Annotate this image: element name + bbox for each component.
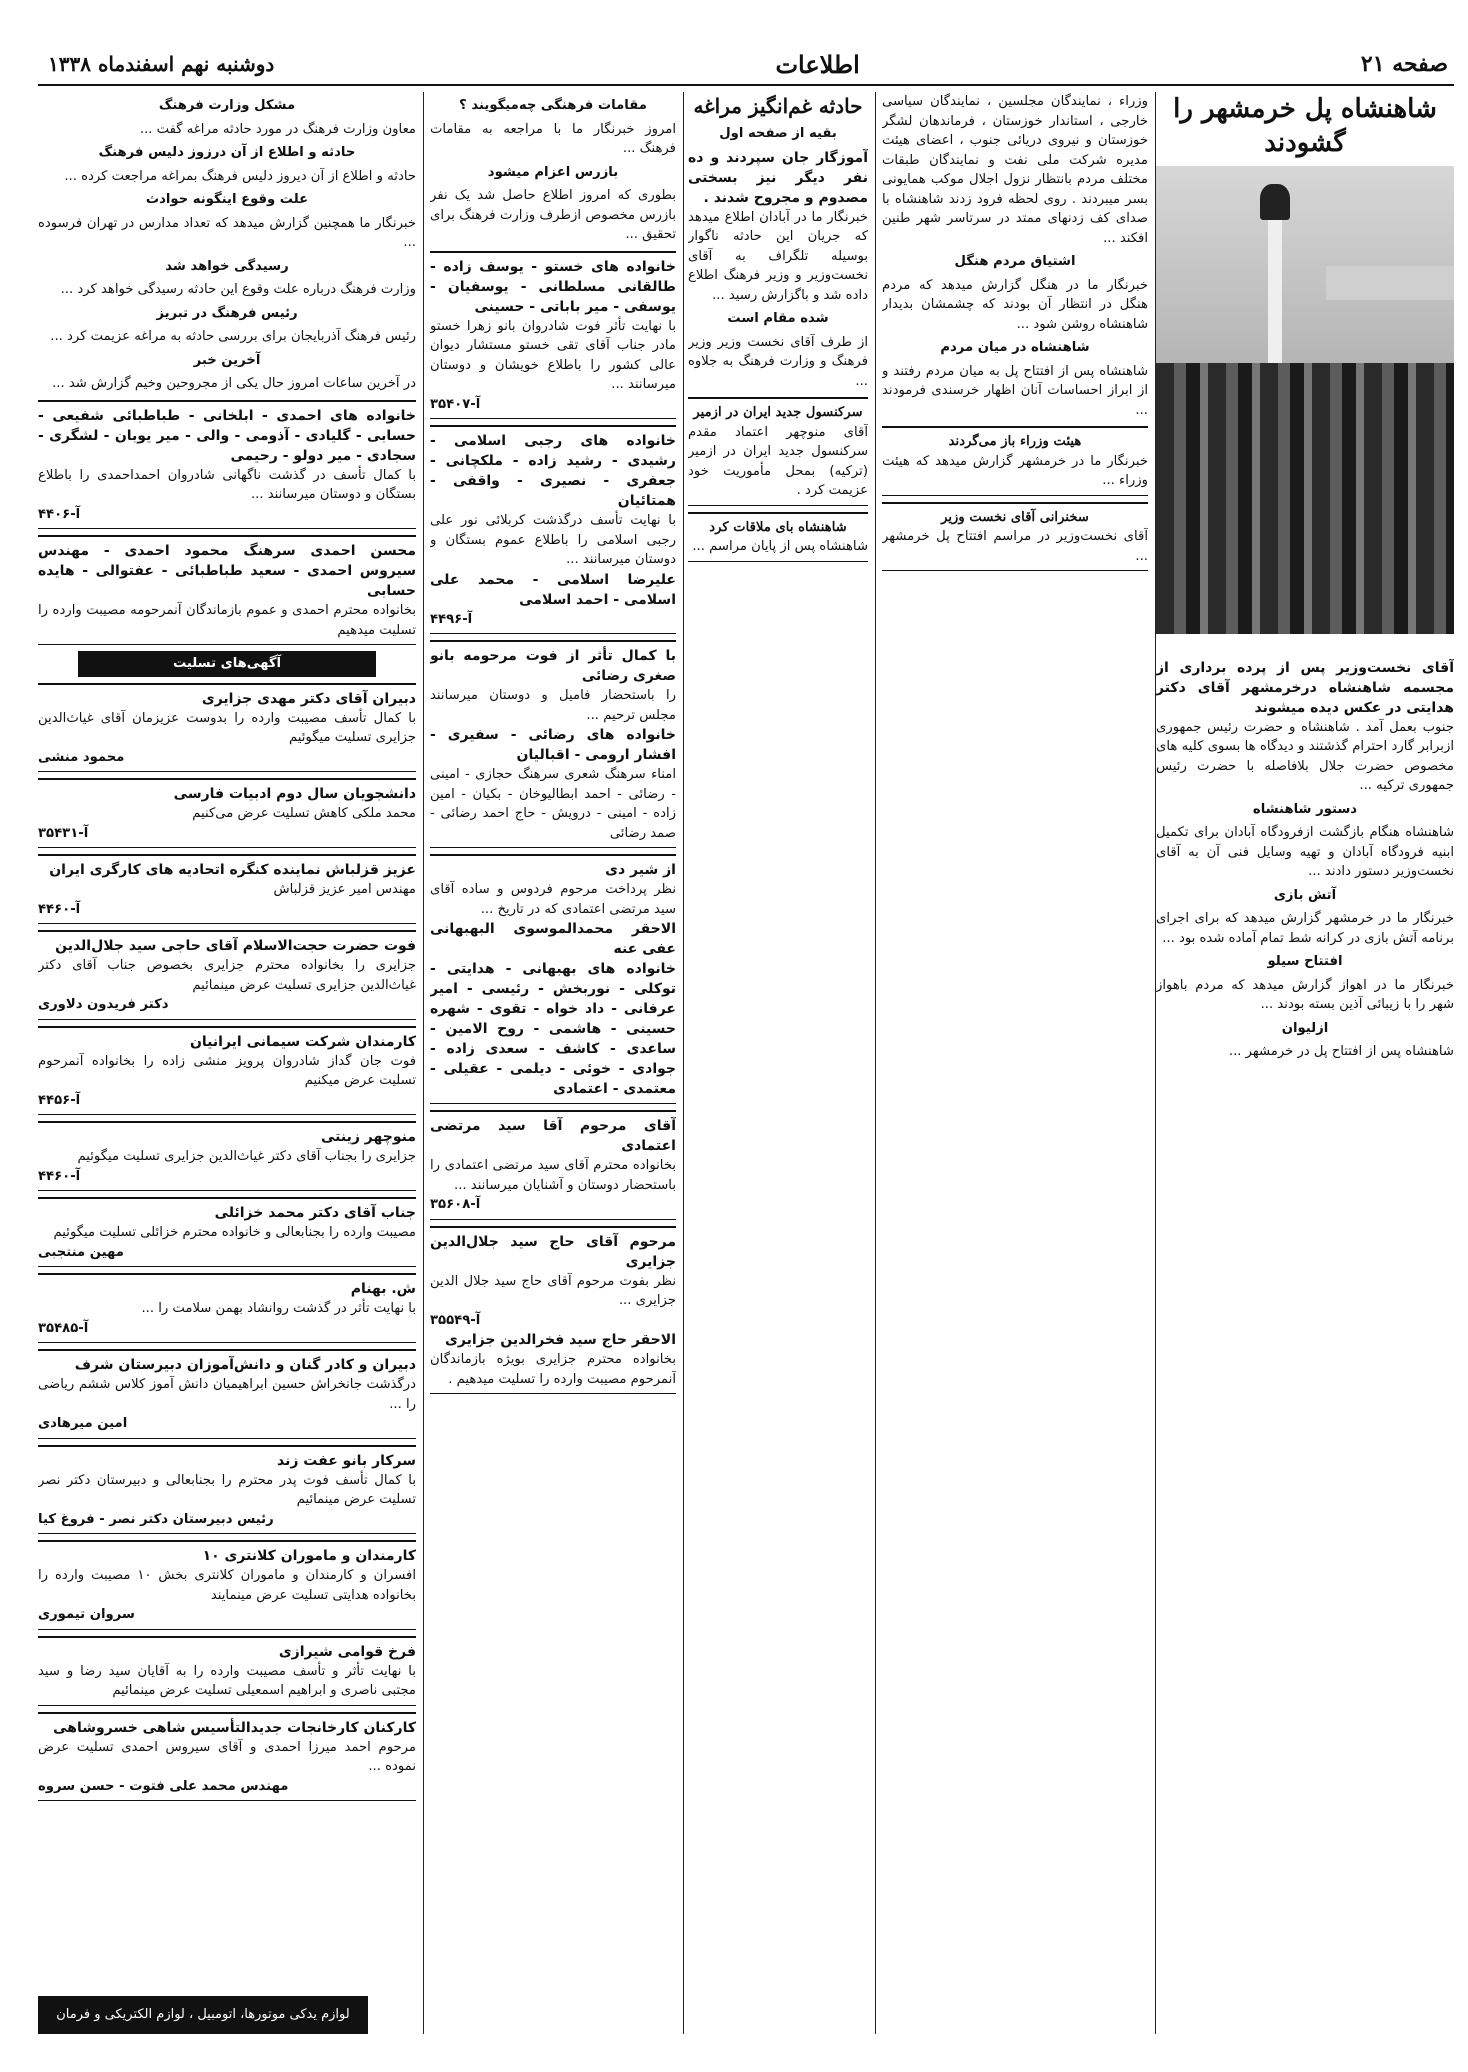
notice-text: جزایری را بجناب آقای دکتر غیاث‌الدین جزایری تسلیت میگوئیم [77,1149,416,1164]
notice-text: افسران و کارمندان و ماموران کلانتری بخش ۱۰ مصیبت وارده را بخانواده هدایتی تسلیت عرض مینمایند [38,1568,416,1603]
notice-text: بخانواده محترم احمدی و عموم بازماندگان آنمرحومه مصیبت وارده را تسلیت میدهیم [38,603,416,638]
photo-sky [1156,166,1454,363]
main-headline: شاهنشاه پل خرمشهر را گشودند [1173,94,1437,158]
notice-text: با نهایت تأسف درگذشت کربلائی نور علی رجبی اسلامی را باطلاع عموم بستگان و دوستان میرسانند ... [430,513,676,567]
notice-title: آقای مرحوم آقا سید مرتضی اعتمادی [430,1118,676,1154]
notice-title: الاحقر محمدالموسوی البهبهانی عفی عنه [430,921,676,957]
notice-title: محسن احمدی سرهنگ محمود احمدی - مهندس سیروس احمدی - سعید طباطبائی - عفتوالی - هایده حسابی [38,543,416,599]
notice-title: الاحقر حاج سید فخرالدین جزایری [445,1332,676,1348]
news-title: سرکنسول جدید ایران در ازمیر [693,405,863,420]
notice [38,683,416,773]
notice [430,640,676,848]
notice-title: خانواده های بهبهانی - هدایتی - توکلی - نوربخش - رئیسی - امیر عرفانی - داد خواه - تقوی - شهره حسینی - هاشمی - روح الامین - ساعدی - کاشف - سعدی زاده - جوادی - خوئی - دیلمی - عقیلی - معتمدی - اعتمادی [430,961,676,1097]
notice [38,400,416,530]
notice-ref: آ-۴۴۰۶ [38,506,81,522]
notice-text: مصیبت وارده را بجنابعالی و خانواده محترم خزائلی تسلیت میگوئیم [53,1225,416,1240]
notice-title: علیرضا اسلامی - محمد علی اسلامی - احمد اسلامی [430,571,676,608]
middle-col [430,92,676,2034]
notice [430,854,676,1104]
accident-deck: آموزگار جان سپردند و ده نفر دیگر نیز بسختی مصدوم و مجروح شدند . [688,149,868,206]
notice-ref: آ-۴۴۵۶ [38,1092,81,1108]
notice-title: عزیز قزلباش نماینده کنگره اتحادیه های کارگری ایران [49,862,416,878]
section-title: شاهنشاه در میان مردم [940,340,1090,355]
column-rule [875,92,876,2034]
notice-ref: دکتر فریدون دلاوری [38,997,169,1012]
notice-title: از شیر دی [605,862,676,878]
section-title: دستور شاهنشاه [1252,801,1358,817]
notice-ref: محمود منشی [38,749,125,765]
notice-title: فرخ قوامی شیرازی [278,1643,416,1660]
notice-ref: مهین منتجبی [38,1244,124,1260]
notice-text: با نهایت تأثر فوت شادروان بانو زهرا خستو مادر جناب آقای تقی خستو مستشار دیوان عالی کشور را باطلاع خویشان و دوستان میرسانند ... [430,318,676,392]
notice-title: خانواده های رضائی - سفیری - افشار ارومی - اقبالیان [430,727,676,763]
notice-ref: آ-۴۴۶۰ [38,901,81,917]
section-text: رئیس فرهنگ آذربایجان برای بررسی حادثه به مراغه عزیمت کرد ... [50,329,416,344]
notice-text: مهندس امیر عزیز قزلباش [273,882,416,897]
section-text: بطوری که امروز اطلاع حاصل شد یک نفر بازرس مخصوص ازطرف وزارت فرهنگ برای تحقیق ... [430,188,676,242]
notice-text: بخانواده محترم جزایری بویژه بازماندگان آنمرحوم مصیبت وارده را تسلیت میدهیم . [430,1352,676,1387]
news-photo-bridge-statue [1156,166,1454,634]
section-title: ازلیوان [1281,1020,1329,1036]
news-item [882,426,1148,496]
notice-title: فوت حضرت حجت‌الاسلام آقای حاجی سید جلال‌الدین [55,938,416,954]
notice [38,1121,416,1191]
notice-text: نظر بفوت مرحوم آقای حاج سید جلال الدین جزایری ... [430,1273,676,1308]
column-rule [423,92,424,2034]
main-col2-lead: جنوب بعمل آمد . شاهنشاه و حضرت رئیس جمهوری ازبرابر گارد احترام گذشتند و دیدگاه ها بسوی کلیه های مخصوص حضرت جلال بلافاصله با حضرت رئیس جمهوری ترکیه ... [1156,719,1454,793]
section-text: خبرنگار ما در خرمشهر گزارش میدهد که برای اجرای برنامه آتش بازی در کرانه شط تمام آماده شده بود ... [1156,911,1454,946]
photo-crowd [1156,363,1454,634]
notice-text: با نهایت تأثر و تأسف مصیبت وارده را به آقایان سید رضا و سید مجتبی ناصری و ابراهیم اسمعیلی تسلیت عرض مینمائیم [38,1663,416,1698]
section-text: معاون وزارت فرهنگ در مورد حادثه مراغه گفت ... [139,121,416,137]
newspaper-page [38,44,1454,2060]
section-title: رئیس فرهنگ در تبریز [156,305,298,321]
section-title: اشتیاق مردم هنگل [954,254,1076,269]
notice-text: فوت جان گداز شادروان پرویز منشی زاده را بخانواده آنمرحوم تسلیت عرض میکنیم [38,1053,416,1088]
notice-title: دبیران آقای دکتر مهدی جزایری [201,690,416,707]
notice-ref: آ-۳۵۴۸۵ [38,1320,89,1336]
notice-title: خانواده های خستو - یوسف زاده - طالقانی مسلطانی - یوسفیان - یوسفی - میر باباتی - حسینی [430,258,676,315]
section-title: بازرس اعزام میشود [487,164,619,180]
notice-ref: آ-۴۴۹۶ [430,611,473,627]
news-title: سخنرانی آقای نخست وزیر [941,509,1089,525]
photo-caption: آقای نخست‌وزیر پس از پرده برداری از مجسمه شاهنشاه درخرمشهر آقای دکتر هدایتی در عکس دیده میشوند [1156,659,1454,716]
notice [430,1226,676,1395]
notice-ref: آ-۳۵۴۰۷ [430,396,481,412]
issue-date: دوشنبه نهم اسفندماه ۱۳۳۸ [48,52,275,76]
notice-ref: رئیس دبیرستان دکتر نصر - فروغ کیا [38,1511,274,1527]
notice [38,1273,416,1343]
left-col [38,92,416,2034]
section-text: خبرنگار ما همچنین گزارش میدهد که تعداد مدارس در تهران فرسوده ... [38,215,416,250]
condolences-heading: آگهی‌های تسلیت [78,651,376,677]
notice-ref: امین میرهادی [38,1416,128,1431]
main-story-col-b [882,92,1148,2034]
section-title: علت وقوع اینگونه حوادث [145,192,309,207]
notice-title: کارمندان و ماموران کلانتری ۱۰ [202,1548,416,1564]
notice [38,854,416,924]
photo-sign [1326,266,1454,300]
news-title: هیئت وزراء باز می‌گردند [948,434,1082,449]
notice [38,778,416,848]
notice [38,535,416,645]
page-header [38,44,1454,86]
section-text: از طرف آقای نخست وزیر وزیر فرهنگ و وزارت فرهنگ به جلاوه ... [688,334,868,389]
accident-continued: بقیه از صفحه اول [719,126,837,141]
section-title: آتش بازی [1273,887,1337,903]
notice-title: خانواده های رجبی اسلامی - رشیدی - رشید زاده - ملکچانی - جعفری - نصیری - واقفی - همتائیان [430,433,676,509]
footer-advertisement: لوازم یدکی موتورها، اتومبیل ، لوازم الکتریکی و فرمان اتومبیل [38,1996,368,2034]
section-text: در آخرین ساعات امروز حال یکی از مجروحین وخیم گزارش شد ... [52,376,416,391]
notice-title: مرحوم آقای حاج سید جلال‌الدین جزایری [430,1233,676,1270]
columns [38,92,1454,2060]
section-title: مشکل وزارت فرهنگ [158,98,296,113]
notice-text: امناء سرهنگ شعری سرهنگ حجازی - امینی - رضائی - احمد ابطالیوخان - بکیان - امین زاده - امینی - درویش - حاج احمد رضائی - صمد رضائی [430,767,676,841]
notice-text: نظر پرداخت مرحوم فردوس و ساده آقای سید مرتضی اعتمادی که در تاریخ ... [430,882,676,917]
notice-text: با نهایت تأثر در گذشت روانشاد بهمن سلامت را ... [141,1301,416,1316]
notice-text: درگذشت جانخراش حسین ابراهیمیان دانش آموز کلاس ششم ریاضی را ... [38,1377,416,1412]
main-col1-lead: وزراء ، نمایندگان مجلسین ، نمایندگان سیاسی خارجی ، استاندار خوزستان ، فرماندهان لشگر خوزستان و نیروی دریائی جنوب ، اعضای هیئت مدیره شرکت ملی نفت و نمایندگان طبقات مختلف مردم بانتظار نزول اجلال موکب همایونی بسر میبردند . روی لحظه فرود زدند شاهنشاه با صدای کف زدنهای ممتد در سرتاسر شهر طنین افکند ... [882,94,1148,246]
notice [430,425,676,634]
accident-headline: حادثه غم‌انگیز مراغه [693,94,863,118]
page-number: صفحه ۲۱ [1360,51,1448,77]
section-text: شاهنشاه پس از افتتاح پل در خرمشهر ... [1228,1044,1454,1059]
notice [38,1540,416,1630]
notice [430,1110,676,1220]
section-title: شده مقام است [727,311,829,326]
news-text: شاهنشاه پس از پایان مراسم ... [692,539,868,554]
section-title: رسیدگی خواهد شد [165,258,289,274]
notice [38,930,416,1020]
section-text: خبرنگار ما در اهواز گزارش میدهد که مردم باهواز شهر را با زیبائی آذین بسته بودند ... [1156,977,1454,1012]
news-text: خبرنگار ما در خرمشهر گزارش میدهد که هیئت وزراء ... [882,453,1148,488]
notice [38,1445,416,1535]
notice-title: خانواده های احمدی - ابلخانی - طباطبائی شفیعی - حسابی - گلیادی - آذومی - والی - میر یوبان - لشگری - سجادی - میر دولو - رحیمی [38,407,416,464]
notice-title: با کمال تأثر از فوت مرحومه بانو صغری رضائی [430,648,676,684]
news-item [688,397,868,506]
notice-title: ش. بهنام [350,1281,416,1297]
notice-title: سرکار بانو عفت زند [277,1452,416,1469]
notice-text: محمد ملکی کاهش تسلیت عرض می‌کنیم [192,806,416,821]
notice-text: را باستحضار فامیل و دوستان میرسانند مجلس ترحیم ... [430,688,676,723]
section-title: حادثه و اطلاع از آن درزوز دلیس فرهنگ [98,145,356,160]
column-rule [683,92,684,2034]
section-text: امروز خبرنگار ما با مراجعه به مقامات فرهنگ ... [430,121,676,156]
section-text: وزارت فرهنگ درباره علت وقوع این حادثه رسیدگی خواهد کرد ... [60,282,416,297]
notice [38,1026,416,1116]
notice-text: جزایری را بخانواده محترم جزایری بخصوص جناب آقای دکتر غیاث‌الدین جزایری تسلیت عرض مینمائیم [38,958,416,993]
notice-text: با کمال تأسف فوت پدر محترم را بجنابعالی و دبیرستان دکتر نصر تسلیت عرض مینمائیم [38,1472,416,1507]
news-item [882,502,1148,572]
notice [38,1349,416,1439]
notice-title: جناب آقای دکتر محمد خزائلی [214,1205,416,1221]
notice-text: با کمال تأسف مصیبت وارده را بدوست عزیزمان آقای غیاث‌الدین جزایری تسلیت میگوئیم [38,710,416,745]
notice-text: مرحوم احمد میرزا احمدی و آقای سیروس احمدی تسلیت عرض نموده ... [38,1739,416,1774]
section-text: شاهنشاه هنگام بازگشت ازفرودگاه آبادان برای تکمیل ابنیه فرودگاه آبادان و تهیه وسایل فنی آن به آقای نخست‌وزیر دستور دادند ... [1156,825,1454,879]
notice-text: با کمال تأسف در گذشت ناگهانی شادروان احمداحمدی را باطلاع بستگان و دوستان میرسانند ... [38,467,416,502]
notice-ref: مهندس محمد علی فتوت - حسن سروه [38,1778,289,1794]
news-text: آقای منوچهر اعتماد مقدم سرکنسول جدید ایران در ازمیر (ترکیه) بمحل مأموریت خود عزیمت کرد . [688,424,868,498]
notice-title: کارکنان کارخانجات جدیدالتأسیس شاهی خسروشاهی [53,1719,416,1736]
notice-ref: آ-۳۵۶۰۸ [430,1197,481,1212]
accident-story-col [688,92,868,2034]
notice [38,1197,416,1267]
section-title: افتتاح سیلو [1267,954,1343,969]
newspaper-name: اطلاعات [775,49,860,79]
section-title: مقامات فرهنگی چه‌میگویند ؟ [459,98,647,113]
notice-ref: آ-۴۴۶۰ [38,1168,81,1184]
notice-title: دبیران و کادر گنان و دانش‌آموزان دبیرستان شرف [74,1357,416,1373]
notice-text: بخانواده محترم آقای سید مرتضی اعتمادی را باستحضار دوستان و آشنایان میرسانند ... [430,1158,676,1193]
news-item [688,512,868,562]
news-text: آقای نخست‌وزیر در مراسم افتتاح پل خرمشهر ... [882,529,1148,564]
notice [38,1636,416,1706]
notice-title: دانشجویان سال دوم ادبیات فارسی [173,786,416,802]
notice-title: کارمندان شرکت سیمانی ایرانیان [189,1033,416,1050]
section-text: شاهنشاه پس از افتتاح پل به میان مردم رفتند و از ابراز احساسات آنان اظهار خرسندی فرمودند ... [882,363,1148,418]
section-title: آخرین خبر [193,352,261,368]
notice-ref: سروان تیموری [38,1607,135,1622]
photo-equestrian-statue [1260,184,1290,220]
section-text: خبرنگار ما در هنگل گزارش میدهد که مردم هنگل در انتظار آن بودند که چشمشان بدیدار شاهنشاه روشن شود ... [882,277,1148,332]
section-text: حادثه و اطلاع از آن دیروز دلیس فرهنگ بمراغه مراجعت کرده ... [64,168,416,184]
notice-title: منوچهر زینتی [321,1129,416,1145]
notice [38,1712,416,1802]
news-title: شاهنشاه بای ملاقات کرد [709,519,847,535]
notice-ref: آ-۳۵۵۴۹ [430,1312,481,1328]
notice-ref: آ-۳۵۴۳۱ [38,825,89,841]
accident-text: خبرنگار ما در آبادان اطلاع میدهد که جریان این حادثه ناگوار بوسیله تلگراف به آقای نخست‌وزیر و وزیر فرهنگ اطلاع داده شد و باگزارش رسید ... [688,209,868,303]
notice [430,251,676,420]
